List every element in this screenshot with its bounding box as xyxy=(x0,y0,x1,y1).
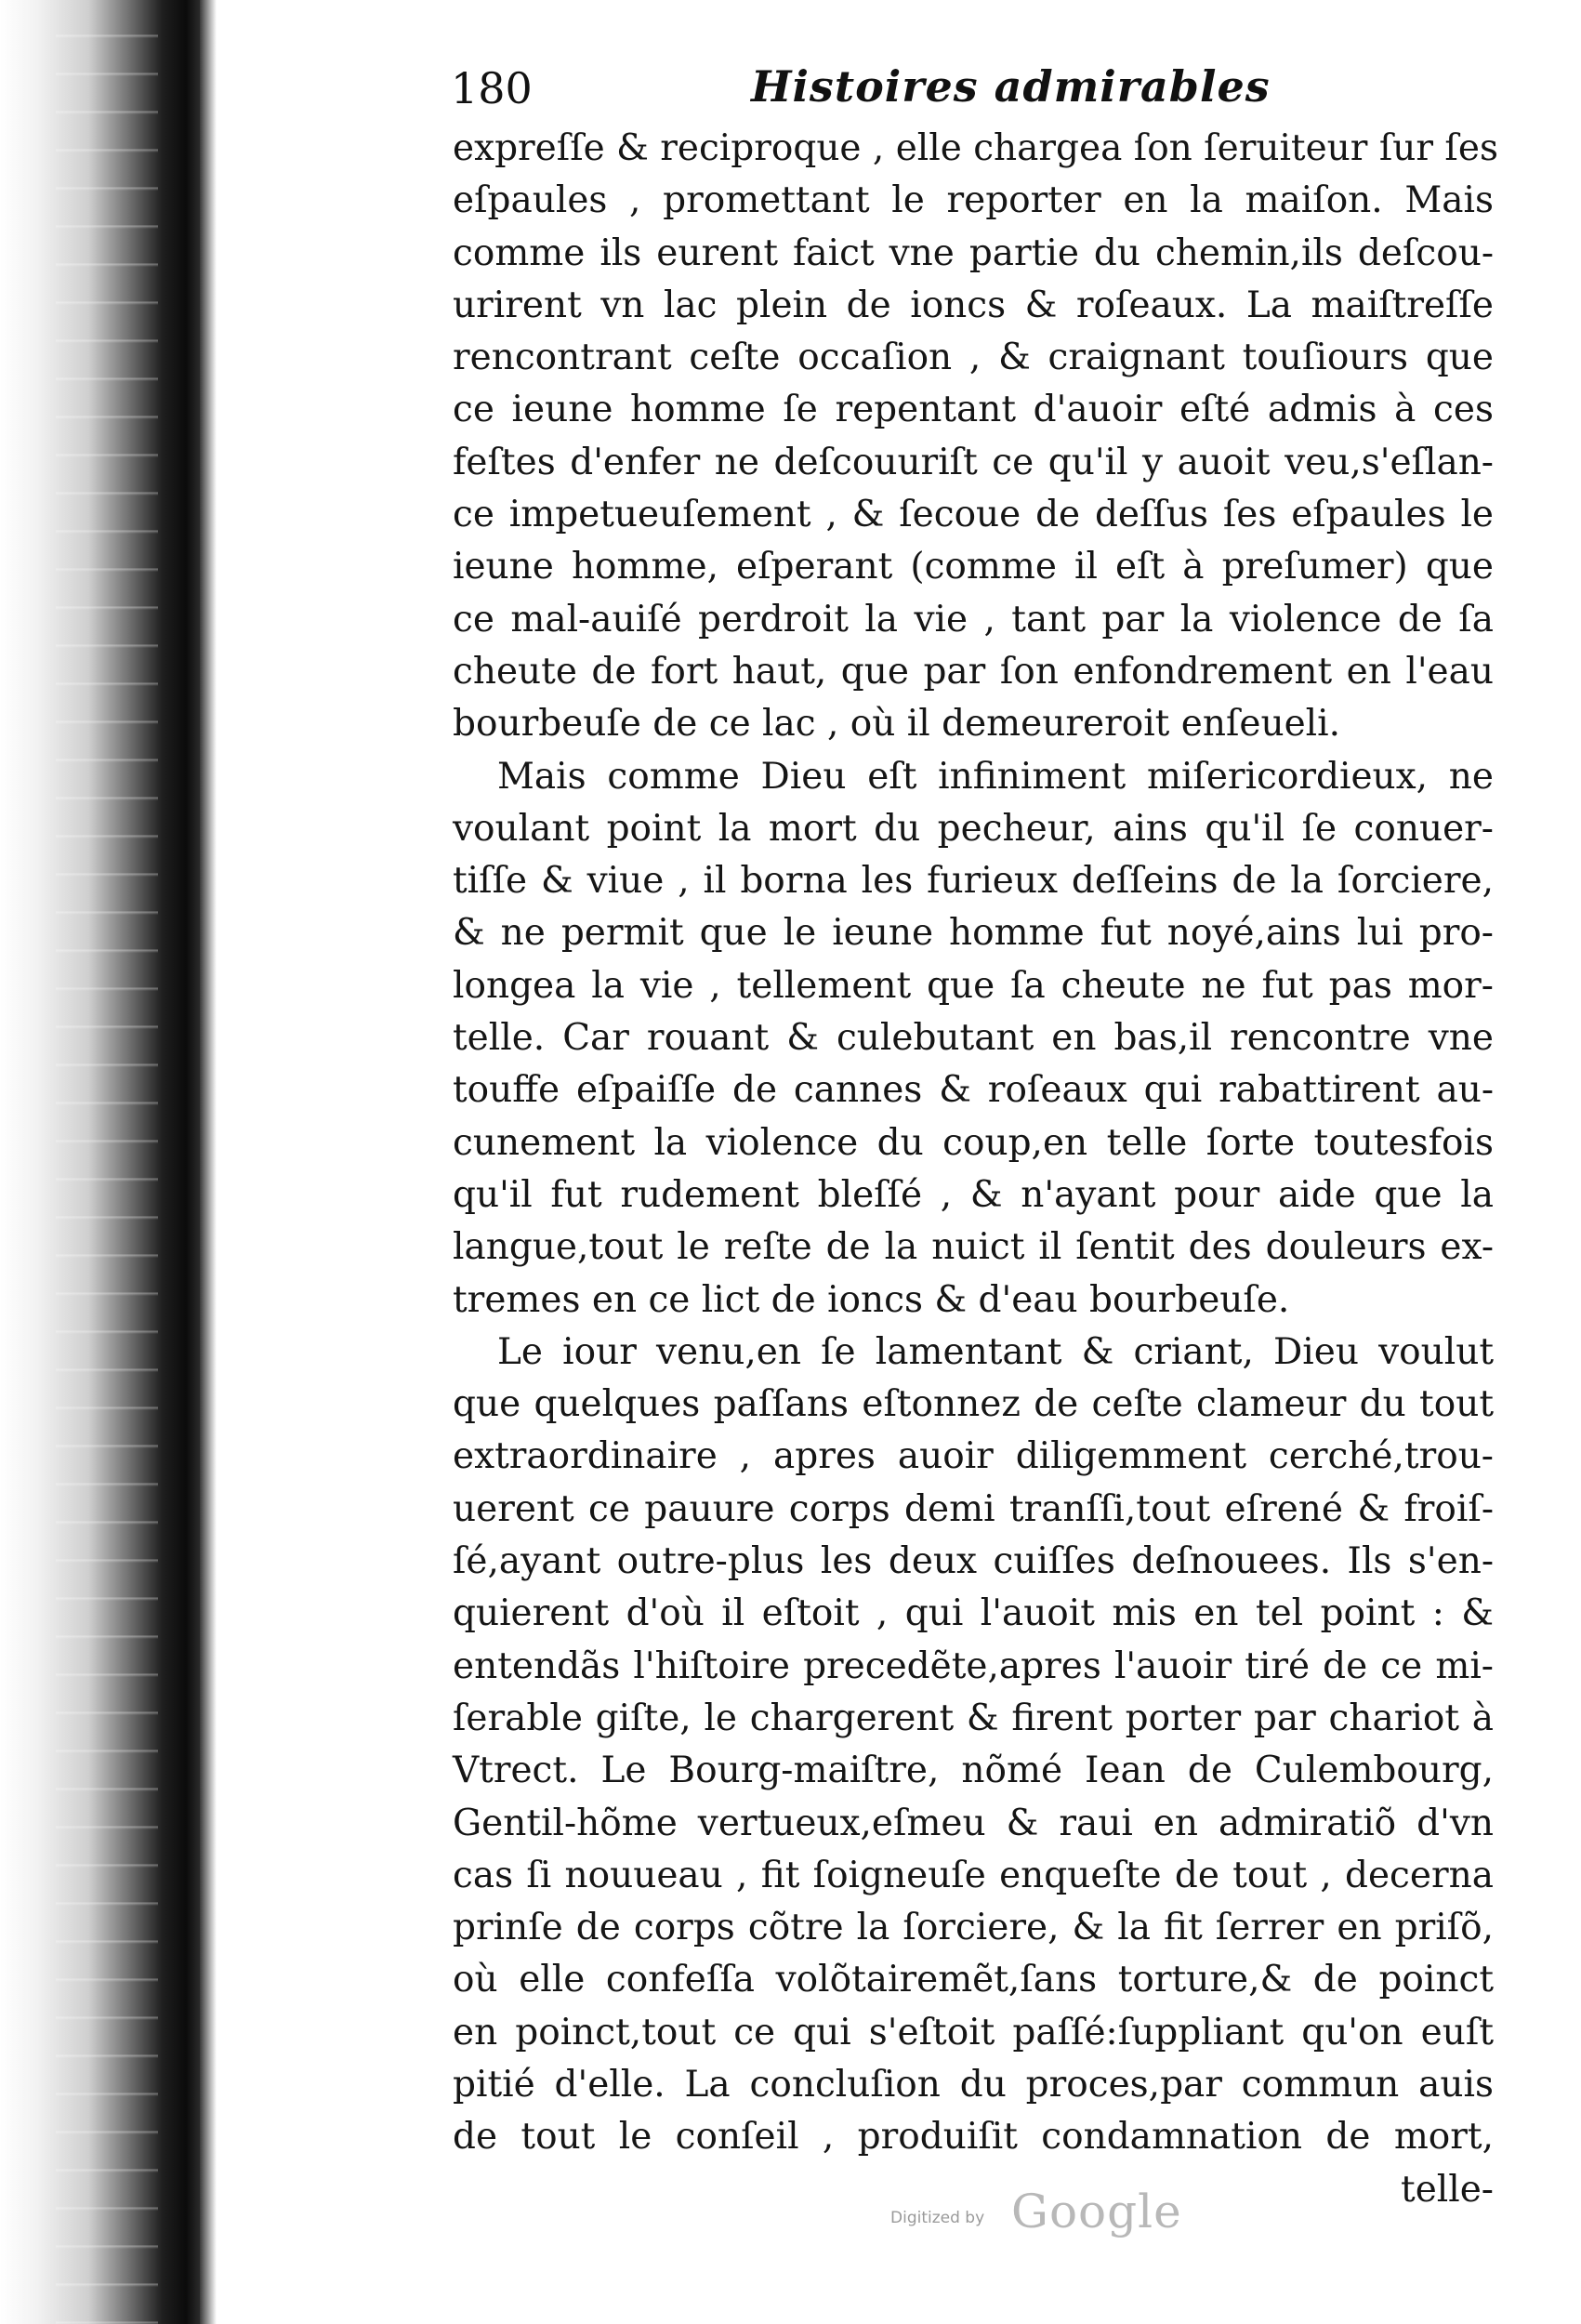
running-head xyxy=(451,63,1473,119)
text-line: langue,tout le reſte de la nuict il ſentit des douleurs ex- xyxy=(453,1226,1494,1269)
text-line: urirent vn lac plein de ioncs & roſeaux. La maiſtreſſe xyxy=(453,284,1494,326)
text-line: en poinct,tout ce qui s'eſtoit paſſé:ſuppliant qu'on euſt xyxy=(453,2011,1494,2053)
google-watermark xyxy=(890,2185,1225,2240)
catchword: telle- xyxy=(1401,2168,1494,2211)
text-line: prinſe de corps cõtre la ſorciere, & la fit ſerrer en priſõ, xyxy=(453,1907,1494,1949)
text-line: qu'il fut rudement bleſſé , & n'ayant pour aide que la xyxy=(453,1173,1494,1216)
text-line: cas ſi nouueau , fit ſoigneuſe enqueſte de tout , decerna xyxy=(453,1854,1494,1896)
page-number: 180 xyxy=(451,63,533,113)
body-text xyxy=(453,123,1498,2216)
running-title: Histoires admirables xyxy=(751,61,1271,112)
text-line: eſpaules , promettant le reporter en la maiſon. Mais xyxy=(453,179,1494,222)
text-line: ſé,ayant outre-plus les deux cuiſſes deſnouees. Ils s'en- xyxy=(453,1540,1494,1583)
text-line: & ne permit que le ieune homme fut noyé,ains lui pro- xyxy=(453,912,1494,955)
page-edge-shadow xyxy=(200,0,217,2324)
text-line: quierent d'où il eſtoit , qui l'auoit mis en tel point : & xyxy=(453,1592,1494,1635)
text-line: Gentil-hõme vertueux,eſmeu & raui en admiratiõ d'vn xyxy=(453,1802,1494,1844)
text-line: tremes en ce lict de ioncs & d'eau bourbeuſe. xyxy=(453,1278,1290,1321)
text-line: de tout le conſeil , produiſit condamnation de mort, xyxy=(453,2116,1494,2159)
watermark-prefix: Digitized by xyxy=(890,2209,985,2227)
text-line: Mais comme Dieu eſt infiniment miſericordieux, ne xyxy=(497,755,1494,798)
text-line: où elle confeſſa volõtairemẽt,ſans torture,& de poinct xyxy=(453,1959,1494,2001)
text-line: comme ils eurent faict vne partie du chemin,ils deſcou- xyxy=(453,231,1494,274)
text-line: extraordinaire , apres auoir diligemment cerché,trou- xyxy=(453,1435,1494,1478)
text-line: longea la vie , tellement que ſa cheute ne fut pas mor- xyxy=(453,964,1494,1007)
text-line: ce ieune homme ſe repentant d'auoir eſté admis à ces xyxy=(453,389,1494,431)
text-line: telle. Car rouant & culebutant en bas,il rencontre vne xyxy=(453,1017,1494,1060)
text-line: ce impetueuſement , & ſecoue de deſſus ſes eſpaules le xyxy=(453,494,1494,536)
watermark-brand: Google xyxy=(1011,2185,1182,2238)
text-line: Vtrect. Le Bourg-maiſtre, nõmé Iean de Culembourg, xyxy=(453,1750,1494,1792)
text-line: pitié d'elle. La concluſion du proces,par commun auis xyxy=(453,2063,1494,2106)
text-line: bourbeuſe de ce lac , où il demeureroit enſeueli. xyxy=(453,703,1341,746)
text-line: entendãs l'hiſtoire precedẽte,apres l'auoir tiré de ce mi- xyxy=(453,1644,1494,1687)
text-line: voulant point la mort du pecheur, ains qu'il ſe conuer- xyxy=(453,807,1494,850)
text-line: Le iour venu,en ſe lamentant & criant, Dieu voulut xyxy=(497,1330,1494,1373)
text-line: uerent ce pauure corps demi tranſſi,tout eſrené & froiſ- xyxy=(453,1487,1494,1530)
text-line: ieune homme, eſperant (comme il eſt à preſumer) que xyxy=(453,546,1494,588)
text-line: cheute de fort haut, que par ſon enfondrement en l'eau xyxy=(453,650,1494,693)
text-line: ſerable giſte, le chargerent & firent porter par chariot à xyxy=(453,1697,1494,1739)
text-line: tiſſe & viue , il borna les furieux deſſeins de la ſorciere, xyxy=(453,860,1494,903)
text-line: expreſſe & reciproque , elle chargea ſon ſeruiteur ſur ſes xyxy=(453,127,1498,169)
text-line: que quelques paſſans eſtonnez de ceſte clameur du tout xyxy=(453,1383,1494,1426)
text-line: ce mal-auiſé perdroit la vie , tant par la violence de ſa xyxy=(453,598,1494,640)
text-line: touffe eſpaiſſe de cannes & roſeaux qui rabattirent au- xyxy=(453,1069,1494,1112)
text-line: feſtes d'enfer ne deſcouuriſt ce qu'il y auoit veu,s'eſlan- xyxy=(453,441,1494,483)
text-line: rencontrant ceſte occaſion , & craignant touſiours que xyxy=(453,337,1494,379)
binding-gutter xyxy=(0,0,200,2324)
text-line: cunement la violence du coup,en telle ſorte toutesfois xyxy=(453,1121,1494,1164)
